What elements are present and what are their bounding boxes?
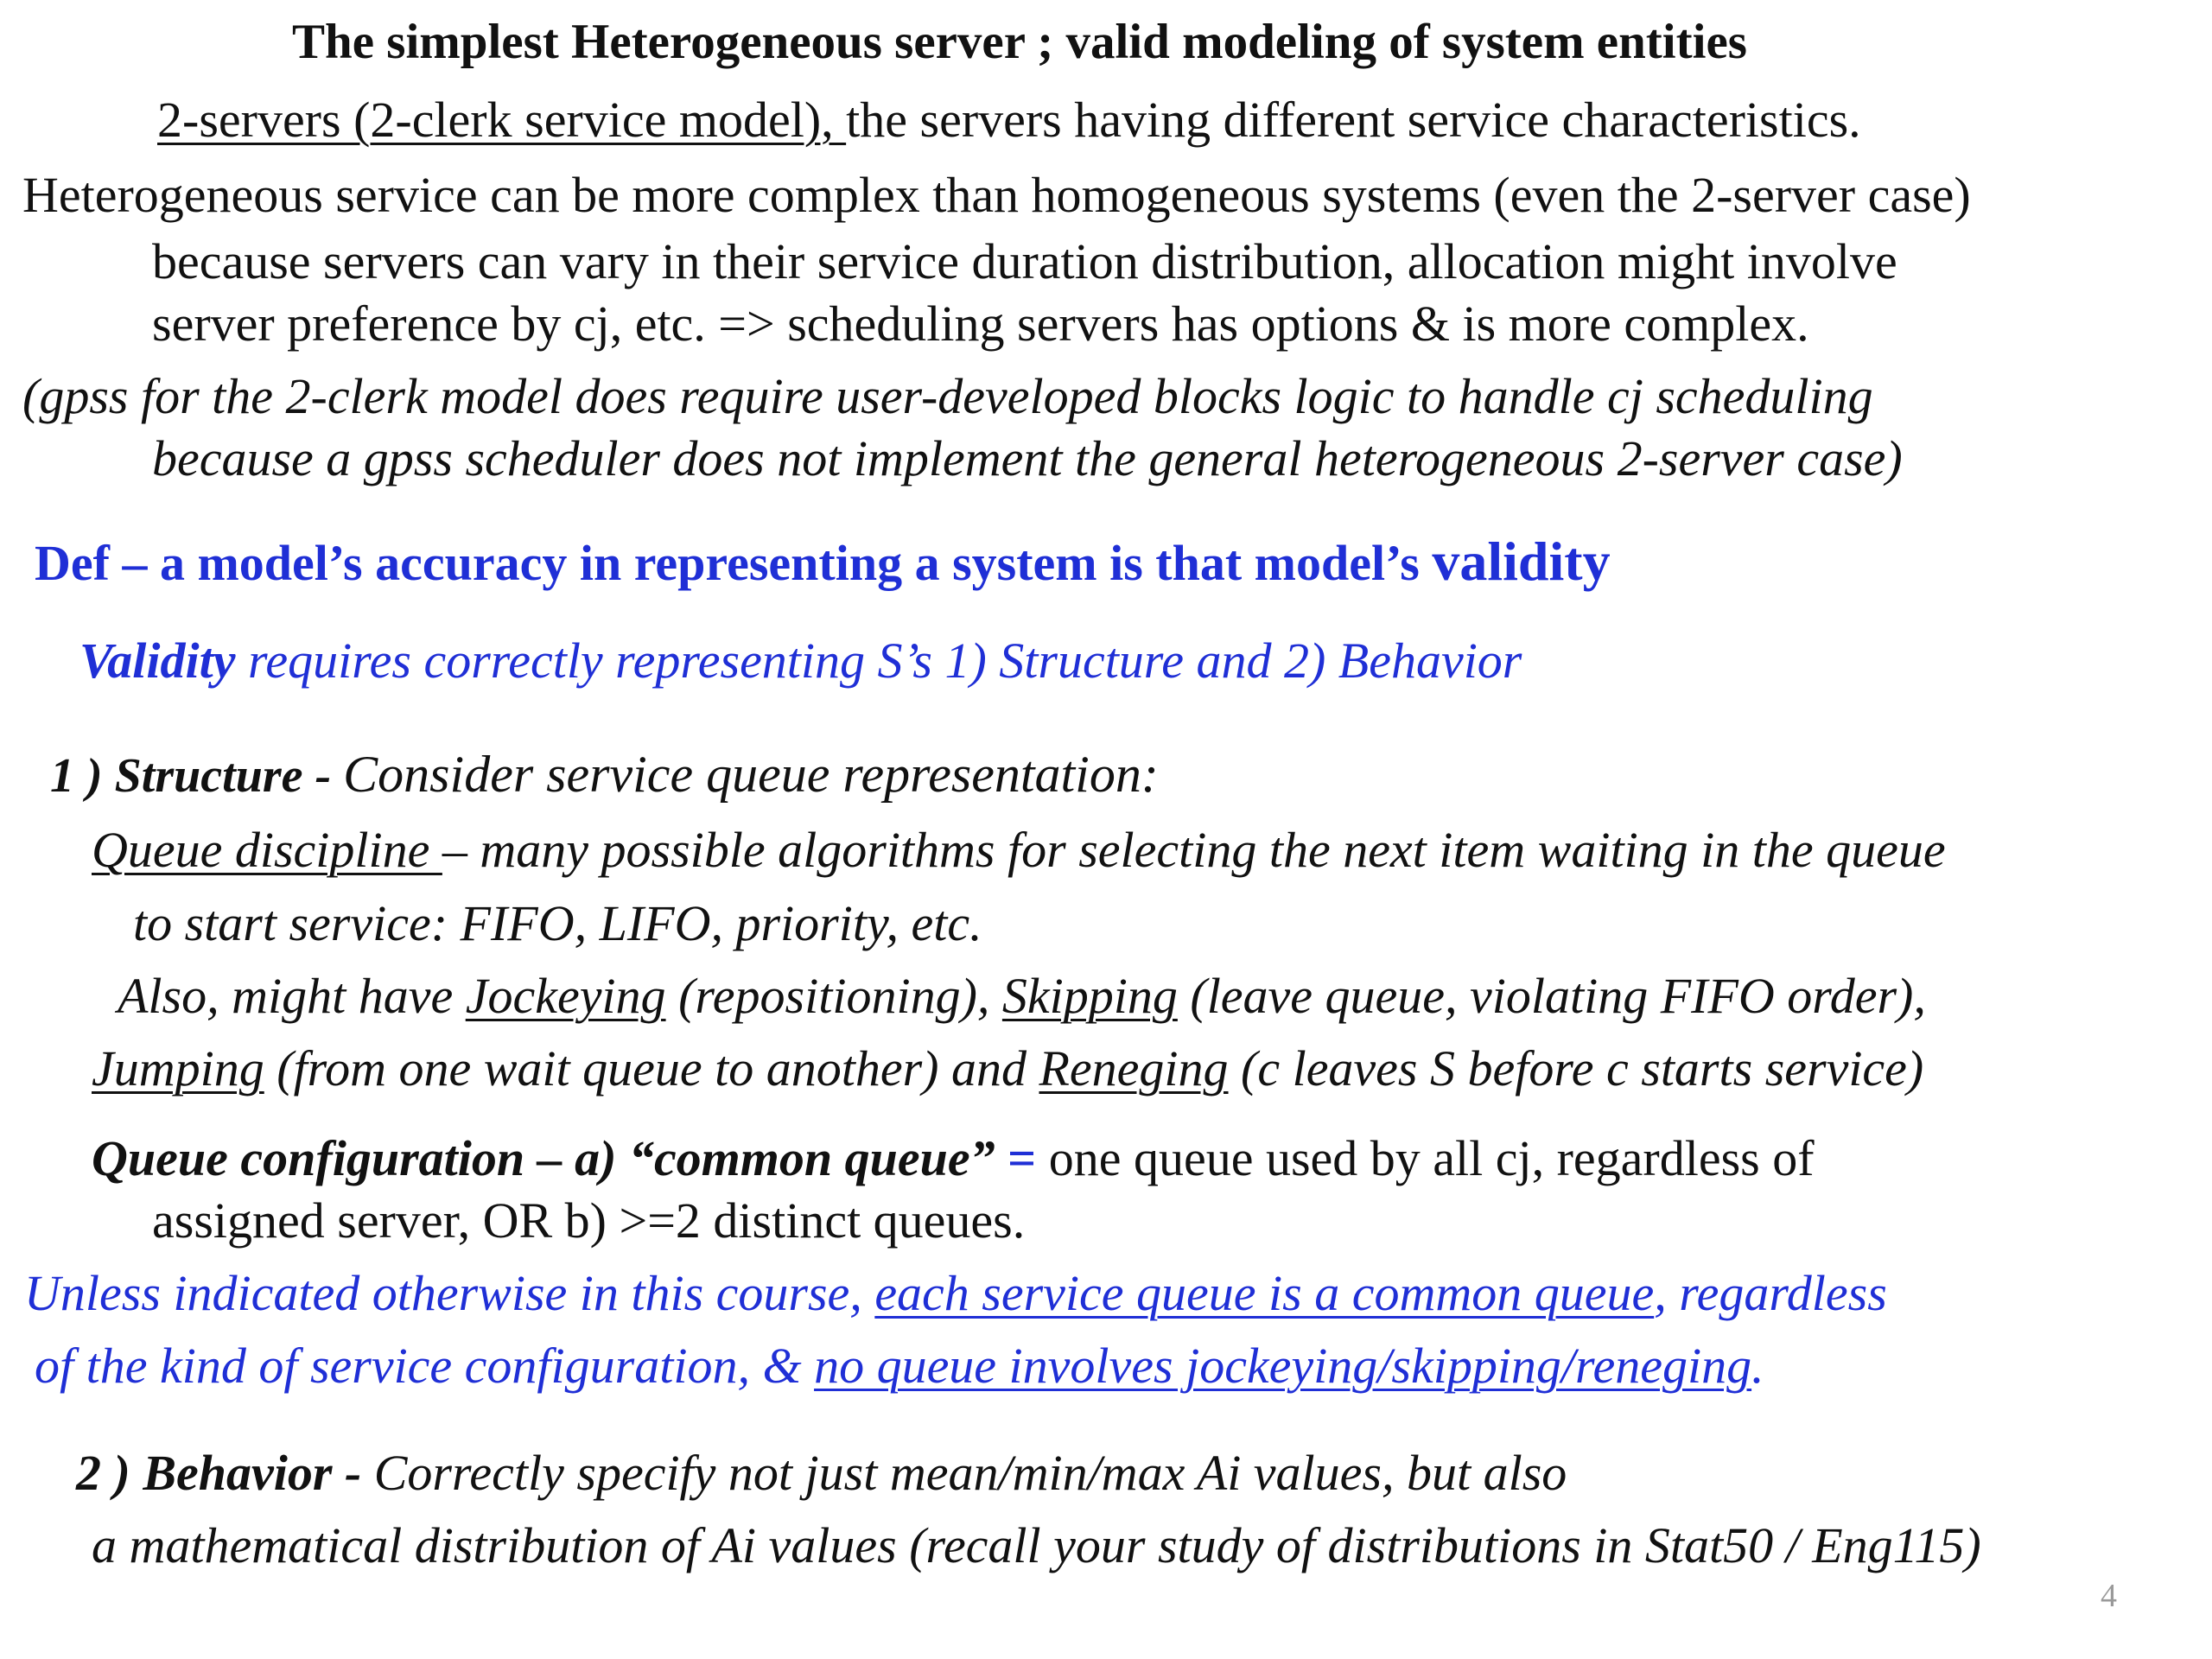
behavior-line-2: a mathematical distribution of Ai values (recall your study of distributions in Stat50 / Eng115) bbox=[92, 1517, 1981, 1573]
also-text-a: Also, might have bbox=[118, 968, 466, 1024]
also-text-b: (repositioning), bbox=[665, 968, 1002, 1024]
reneging-term: Reneging bbox=[1039, 1040, 1229, 1096]
structure-heading bbox=[50, 746, 1159, 803]
unless-text-a: Unless indicated otherwise in this course, bbox=[24, 1265, 875, 1321]
discipline-rest: – many possible algorithms for selecting the next item waiting in the queue bbox=[442, 822, 1946, 878]
slide-title: The simplest Heterogeneous server ; valid modeling of system entities bbox=[292, 15, 1747, 69]
unless-line-1 bbox=[24, 1265, 1887, 1321]
validity-rest: requires correctly representing S’s 1) Structure and 2) Behavior bbox=[235, 632, 1522, 689]
jump-text-b: (c leaves S before c starts service) bbox=[1228, 1040, 1924, 1096]
jockeying-term: Jockeying bbox=[465, 968, 666, 1024]
hetero-line-3: server preference by cj, etc. => scheduling servers has options & is more complex. bbox=[152, 296, 1809, 352]
skipping-term: Skipping bbox=[1001, 968, 1178, 1024]
jumping-term: Jumping bbox=[92, 1040, 264, 1096]
two-servers-underlined: 2-servers (2-clerk service model), bbox=[157, 92, 847, 148]
definition-text: Def – a model’s accuracy in representing a system is that model’s bbox=[35, 535, 1433, 591]
structure-rest: Consider service queue representation: bbox=[343, 746, 1159, 803]
hetero-line-1: Heterogeneous service can be more complex than homogeneous systems (even the 2-server case) bbox=[22, 167, 1971, 223]
no-jockeying-underlined: no queue involves jockeying/skipping/reneging bbox=[814, 1338, 1752, 1394]
validity-line bbox=[79, 632, 1522, 689]
gpss-line-2: because a gpss scheduler does not implement the general heterogeneous 2-server case) bbox=[152, 430, 1903, 486]
two-servers-rest: the servers having different service characteristics. bbox=[846, 92, 1861, 148]
unless-text-d: . bbox=[1751, 1338, 1764, 1394]
also-text-c: (leave queue, violating FIFO order), bbox=[1177, 968, 1926, 1024]
gpss-line-1: (gpss for the 2-clerk model does require user-developed blocks logic to handle cj scheduling bbox=[22, 368, 1873, 424]
jump-text-a: (from one wait queue to another) and bbox=[264, 1040, 1039, 1096]
config-rest: one queue used by all cj, regardless of bbox=[1048, 1130, 1815, 1186]
page-number: 4 bbox=[2101, 1578, 2117, 1614]
behavior-head: 2 ) Behavior - bbox=[76, 1445, 374, 1501]
config-line-2: assigned server, OR b) >=2 distinct queues. bbox=[152, 1192, 1026, 1249]
structure-head: 1 ) Structure - bbox=[50, 749, 344, 803]
unless-text-c: of the kind of service configuration, & bbox=[35, 1338, 815, 1394]
line-2-servers bbox=[157, 92, 1861, 148]
behavior-rest: Correctly specify not just mean/min/max Ai values, but also bbox=[373, 1445, 1567, 1501]
discipline-line-1 bbox=[92, 822, 1946, 878]
behavior-line-1 bbox=[76, 1445, 1567, 1501]
also-line bbox=[118, 968, 1926, 1024]
discipline-term: Queue discipline bbox=[92, 822, 442, 878]
config-line-1 bbox=[92, 1130, 1815, 1186]
discipline-line-2: to start service: FIFO, LIFO, priority, etc. bbox=[133, 895, 982, 951]
config-head: Queue configuration – a) “common queue” bbox=[92, 1130, 995, 1186]
definition-term: validity bbox=[1432, 531, 1611, 592]
hetero-line-2: because servers can vary in their service duration distribution, allocation might involve bbox=[152, 233, 1897, 289]
common-queue-underlined: each service queue is a common queue bbox=[874, 1265, 1655, 1321]
validity-term: Validity bbox=[79, 632, 236, 689]
unless-text-b: , regardless bbox=[1654, 1265, 1887, 1321]
definition-line bbox=[35, 531, 1611, 592]
config-equals: = bbox=[995, 1130, 1049, 1186]
unless-line-2 bbox=[35, 1338, 1764, 1394]
jumping-line bbox=[92, 1040, 1924, 1096]
